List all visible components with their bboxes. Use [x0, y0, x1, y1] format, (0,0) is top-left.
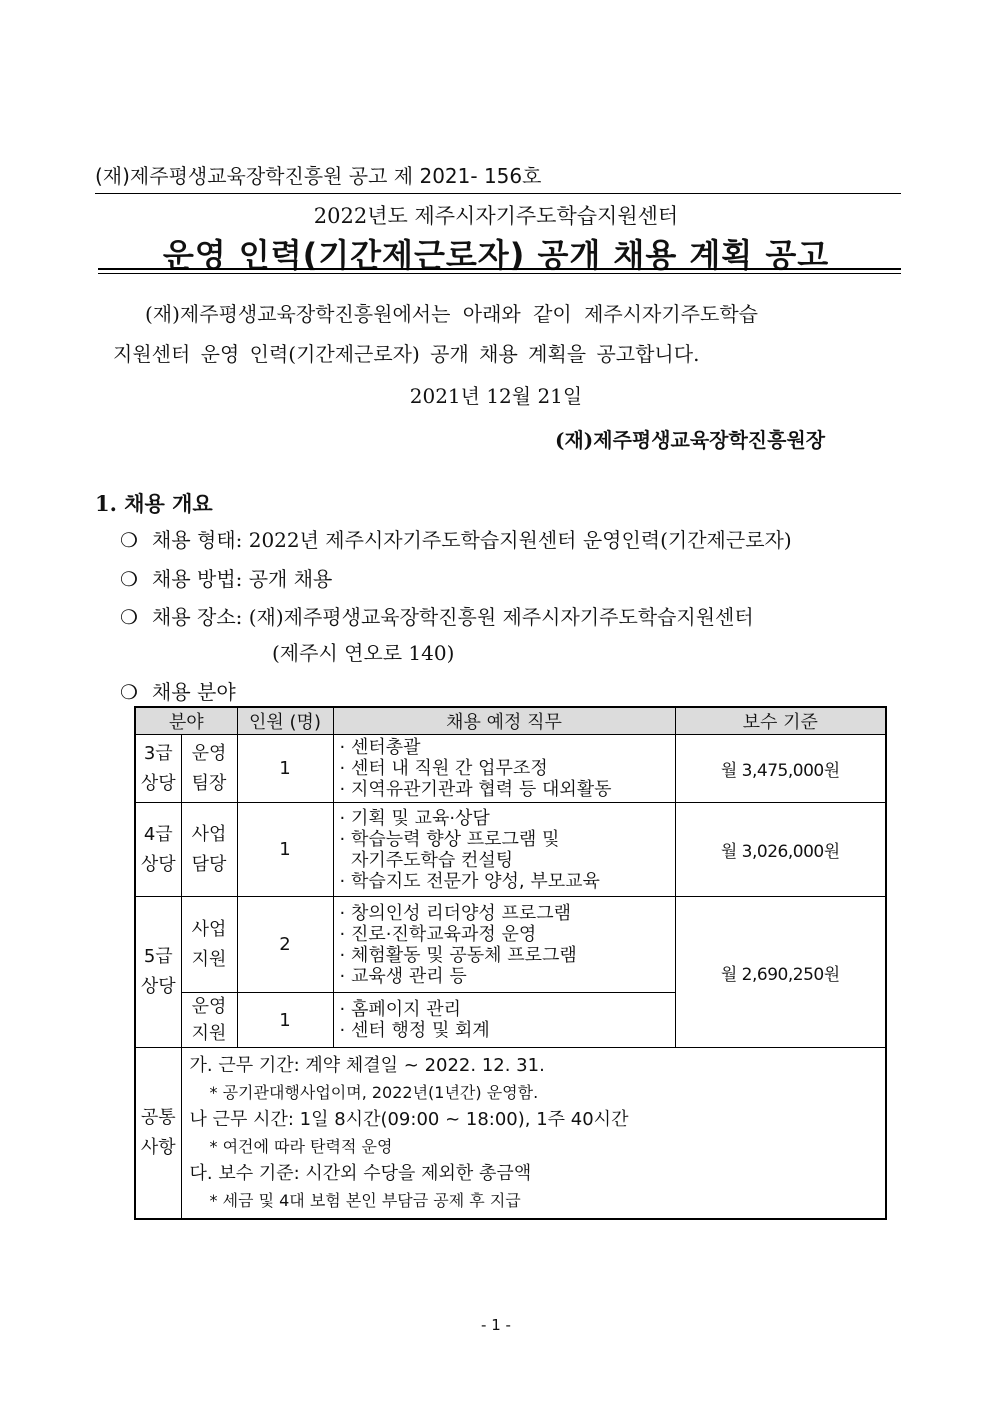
overview-item-text: 채용 장소: (재)제주평생교육장학진흥원 제주시자기주도학습지원센터 [152, 605, 754, 629]
table-row [135, 735, 886, 803]
duty-line: 자기주도학습 컨설팅 [339, 849, 514, 871]
grade-cell: 5급 상당 [135, 897, 181, 1048]
common-line: 가. 근무 기간: 계약 체결일 ~ 2022. 12. 31. [189, 1055, 545, 1076]
grade-cell: 3급 상당 [135, 735, 181, 803]
common-line: 나 근무 시간: 1일 8시간(09:00 ~ 18:00), 1주 40시간 [189, 1109, 629, 1130]
field-cell: 운영 지원 [181, 993, 237, 1048]
intro-line1: (재)제주평생교육장학진흥원에서는 아래와 같이 제주시자기주도학습 [145, 302, 758, 326]
page-number: - 1 - [481, 1316, 511, 1334]
section-heading: 1. 채용 개요 [95, 491, 213, 516]
circle-bullet-icon: ❍ [120, 680, 138, 704]
title-underline [98, 268, 901, 270]
header-pay: 보수 기준 [675, 707, 886, 735]
header-divider [95, 193, 901, 194]
overview-item [120, 601, 754, 630]
duty-line: · 기획 및 교육·상담 [339, 807, 490, 829]
notice-number: (재)제주평생교육장학진흥원 공고 제 2021- 156호 [95, 164, 542, 188]
duty-line: · 진로·진학교육과정 운영 [339, 923, 537, 945]
duty-line: · 센터 내 직원 간 업무조정 [339, 758, 548, 779]
common-line: 다. 보수 기준: 시간외 수당을 제외한 총금액 [189, 1163, 532, 1184]
intro-line2: 지원센터 운영 인력(기간제근로자) 공개 채용 계획을 공고합니다. [113, 342, 700, 366]
duty-line: · 센터 행정 및 회계 [339, 1020, 490, 1041]
common-content [181, 1048, 886, 1220]
overview-item-text: 채용 방법: 공개 채용 [152, 567, 333, 591]
header-duties: 채용 예정 직무 [333, 707, 675, 735]
table-header-row [135, 707, 886, 735]
pay-cell: 월 3,026,000원 [675, 803, 886, 897]
title-line1: 2022년도 제주시자기주도학습지원센터 [313, 204, 679, 228]
header-count: 인원 (명) [237, 707, 333, 735]
common-note: * 세금 및 4대 보험 본인 부담금 공제 후 지급 [209, 1191, 521, 1210]
duty-line: · 창의인성 리더양성 프로그램 [339, 902, 572, 924]
overview-item [120, 524, 792, 553]
common-label: 공통 사항 [135, 1048, 181, 1220]
duties-cell [333, 993, 675, 1048]
count-cell: 2 [237, 897, 333, 993]
field-cell: 운영 팀장 [181, 735, 237, 803]
table-row [135, 803, 886, 897]
duty-line: · 센터총괄 [339, 737, 421, 758]
overview-item-text: 채용 분야 [152, 680, 236, 704]
circle-bullet-icon: ❍ [120, 605, 138, 629]
duty-line: · 학습지도 전문가 양성, 부모교육 [339, 870, 600, 892]
grade-cell: 4급 상당 [135, 803, 181, 897]
recruitment-table [134, 706, 887, 1220]
overview-item-continuation: (제주시 연오로 140) [272, 641, 455, 665]
duty-line: · 교육생 관리 등 [339, 965, 467, 987]
signer: (재)제주평생교육장학진흥원장 [555, 428, 826, 452]
overview-item-text: 채용 형태: 2022년 제주시자기주도학습지원센터 운영인력(기간제근로자) [152, 528, 792, 552]
duty-line: · 홈페이지 관리 [339, 999, 461, 1020]
overview-item [120, 563, 332, 592]
common-note: * 여건에 따라 탄력적 운영 [209, 1137, 393, 1156]
pay-cell: 월 2,690,250원 [675, 897, 886, 1048]
duty-line: · 체험활동 및 공동체 프로그램 [339, 944, 577, 966]
table-row [135, 897, 886, 993]
title-line2: 운영 인력(기간제근로자) 공개 채용 계획 공고 [162, 236, 830, 274]
announcement-date: 2021년 12월 21일 [409, 384, 583, 408]
duties-cell [333, 897, 675, 993]
circle-bullet-icon: ❍ [120, 528, 138, 552]
duties-cell [333, 803, 675, 897]
title-underline-thin [98, 273, 901, 274]
count-cell: 1 [237, 803, 333, 897]
common-row [135, 1048, 886, 1220]
pay-cell: 월 3,475,000원 [675, 735, 886, 803]
overview-item [120, 676, 236, 705]
field-cell: 사업 담당 [181, 803, 237, 897]
count-cell: 1 [237, 993, 333, 1048]
duty-line: · 학습능력 향상 프로그램 및 [339, 828, 560, 850]
common-note: * 공기관대행사업이며, 2022년(1년간) 운영함. [209, 1083, 539, 1102]
duty-line: · 지역유관기관과 협력 등 대외활동 [339, 779, 612, 800]
header-field: 분야 [135, 707, 237, 735]
duties-cell [333, 735, 675, 803]
circle-bullet-icon: ❍ [120, 567, 138, 591]
count-cell: 1 [237, 735, 333, 803]
field-cell: 사업 지원 [181, 897, 237, 993]
